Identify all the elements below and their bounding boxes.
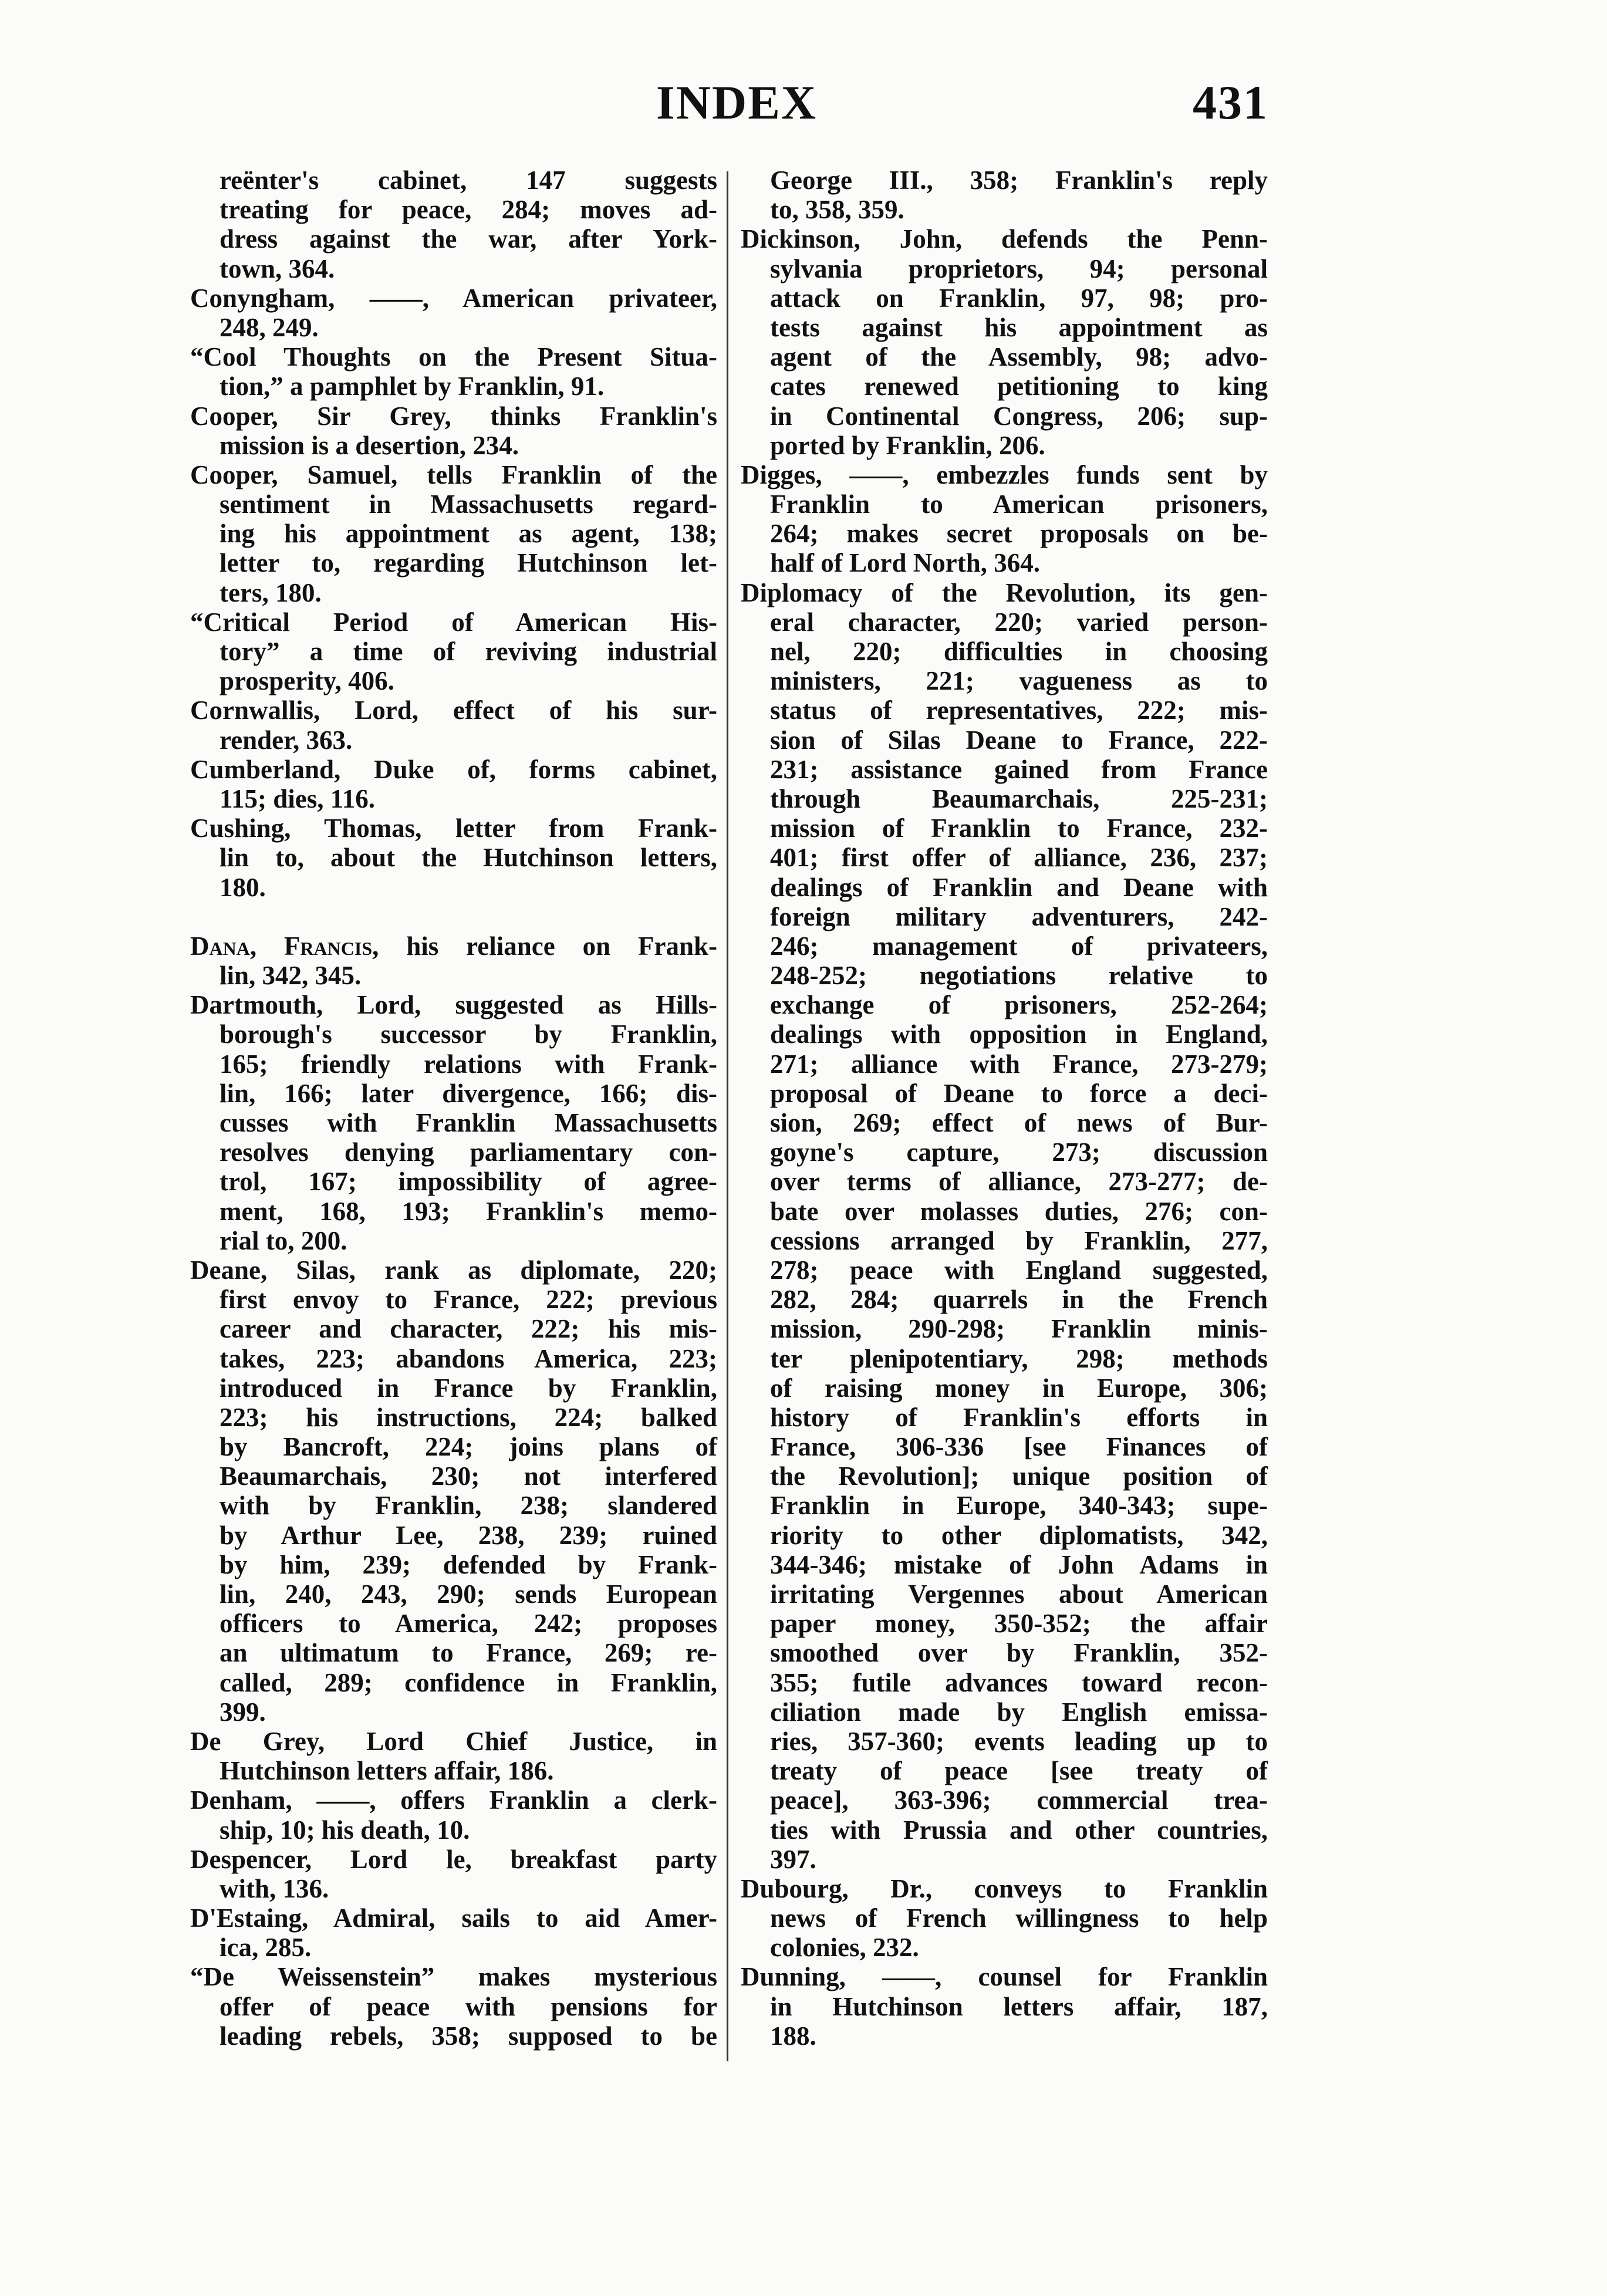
line-text: cusses with Franklin Massachusetts <box>220 1108 717 1137</box>
entry-continuation-line <box>741 1491 1268 1520</box>
entry-continuation-line <box>190 195 717 224</box>
line-text: ministers, 221; vagueness as to <box>770 666 1268 696</box>
line-text: 399. <box>220 1697 266 1727</box>
line-text: foreign military adventurers, 242- <box>770 901 1268 931</box>
line-text: 282, 284; quarrels in the French <box>770 1285 1268 1315</box>
entry-continuation-line <box>741 1845 1268 1874</box>
entry-continuation-line <box>741 489 1268 519</box>
entry-continuation-line <box>190 1992 717 2021</box>
entry-heading-line <box>190 1845 717 1874</box>
entry-continuation-line <box>741 313 1268 342</box>
entry-continuation-line <box>190 1815 717 1845</box>
index-entry <box>741 460 1268 578</box>
index-entry <box>190 813 717 902</box>
entry-continuation-line <box>190 1609 717 1638</box>
entry-continuation-line <box>190 1697 717 1727</box>
line-text: Dubourg, Dr., conveys to Franklin <box>741 1873 1268 1903</box>
entry-continuation-line <box>190 1756 717 1785</box>
entry-continuation-line <box>741 1167 1268 1196</box>
entry-continuation-line <box>190 1314 717 1343</box>
entry-continuation-line <box>741 725 1268 755</box>
entry-continuation-line <box>741 961 1268 990</box>
letter-section-gap <box>190 902 717 931</box>
entry-continuation-line <box>741 1609 1268 1638</box>
entry-continuation-line <box>190 2021 717 2051</box>
line-text: Beaumarchais, 230; not interfered <box>220 1461 717 1491</box>
line-text: 271; alliance with France, 273-279; <box>770 1049 1268 1079</box>
index-entry <box>190 166 717 283</box>
entry-continuation-line <box>741 1756 1268 1785</box>
entry-continuation-line <box>741 1785 1268 1815</box>
line-text: cessions arranged by Franklin, 277, <box>770 1225 1268 1255</box>
index-entry <box>190 1785 717 1844</box>
entry-continuation-line <box>741 1344 1268 1373</box>
line-text: 248, 249. <box>220 312 319 342</box>
line-text: cates renewed petitioning to king <box>770 372 1268 401</box>
entry-continuation-line <box>741 2021 1268 2051</box>
entry-continuation-line <box>190 1344 717 1373</box>
line-text: borough's successor by Franklin, <box>220 1019 717 1049</box>
entry-heading-line <box>741 1874 1268 1903</box>
index-column-right <box>741 166 1268 2051</box>
entry-continuation-line <box>741 695 1268 725</box>
line-text: in Hutchinson letters affair, 187, <box>770 1991 1268 2021</box>
entry-continuation-line <box>741 666 1268 695</box>
line-text: with, 136. <box>220 1873 329 1903</box>
line-text: by him, 239; defended by Frank- <box>220 1549 717 1579</box>
line-text: Conyngham, ——, American privateer, <box>190 283 717 313</box>
line-text: 115; dies, 116. <box>220 784 376 813</box>
line-text: ter plenipotentiary, 298; methods <box>770 1343 1268 1373</box>
line-text: irritating Vergennes about American <box>770 1579 1268 1609</box>
index-entry <box>190 1962 717 2051</box>
line-text: ciliation made by English emissa- <box>770 1697 1268 1727</box>
entry-continuation-line <box>741 342 1268 372</box>
line-text: dress against the war, after York- <box>220 224 717 254</box>
entry-continuation-line <box>741 1373 1268 1403</box>
line-text: rial to, 200. <box>220 1225 347 1255</box>
line-text: 264; makes secret proposals on be- <box>770 519 1268 549</box>
entry-heading-line <box>190 1962 717 1991</box>
line-text: De Grey, Lord Chief Justice, in <box>190 1726 717 1756</box>
line-text: ica, 285. <box>220 1933 312 1963</box>
entry-continuation-line <box>190 578 717 607</box>
entry-continuation-line <box>190 519 717 548</box>
line-text: called, 289; confidence in Franklin, <box>220 1667 717 1697</box>
entry-heading-line <box>190 1255 717 1285</box>
entry-continuation-line <box>190 1137 717 1167</box>
line-text: ship, 10; his death, 10. <box>220 1815 470 1845</box>
running-head-title: INDEX <box>656 76 818 129</box>
line-text: Cornwallis, Lord, effect of his sur- <box>190 695 717 725</box>
entry-continuation-line <box>190 1373 717 1403</box>
line-text: tory” a time of reviving industrial <box>220 637 717 666</box>
line-text: prosperity, 406. <box>220 666 394 696</box>
line-text: attack on Franklin, 97, 98; pro- <box>770 283 1268 313</box>
line-text: 188. <box>770 2021 816 2051</box>
line-text: proposal of Deane to force a deci- <box>770 1078 1268 1108</box>
entry-continuation-line <box>741 1638 1268 1667</box>
line-text: sion of Silas Deane to France, 222- <box>770 725 1268 755</box>
entry-continuation-line <box>741 1815 1268 1845</box>
index-entry <box>190 607 717 696</box>
entry-continuation-line <box>190 1933 717 1962</box>
line-text: 165; friendly relations with Frank- <box>220 1049 717 1079</box>
entry-heading-line <box>190 695 717 725</box>
entry-continuation-line <box>741 1049 1268 1079</box>
line-text: dealings with opposition in England, <box>770 1019 1268 1049</box>
line-text: leading rebels, 358; supposed to be <box>220 2021 717 2051</box>
index-entry <box>190 990 717 1255</box>
line-text: Cumberland, Duke of, forms cabinet, <box>190 754 717 784</box>
line-text: ties with Prussia and other countries, <box>770 1815 1268 1845</box>
index-entry <box>190 460 717 607</box>
line-text: 278; peace with England suggested, <box>770 1255 1268 1285</box>
entry-continuation-line <box>741 1226 1268 1255</box>
line-text: reënter's cabinet, 147 suggests <box>220 166 717 195</box>
line-text: ment, 168, 193; Franklin's memo- <box>220 1196 717 1226</box>
line-text: Deane, Silas, rank as diplomate, 220; <box>190 1255 717 1285</box>
entry-continuation-line <box>190 1432 717 1461</box>
entry-continuation-line <box>190 254 717 283</box>
entry-continuation-line <box>741 607 1268 637</box>
line-text: peace], 363-396; commercial trea- <box>770 1785 1268 1815</box>
index-entry <box>190 283 717 342</box>
entry-continuation-line <box>190 1491 717 1520</box>
entry-continuation-line <box>741 755 1268 784</box>
entry-continuation-line <box>741 873 1268 902</box>
line-text: 355; futile advances toward recon- <box>770 1667 1268 1697</box>
entry-continuation-line <box>741 372 1268 401</box>
line-text: tests against his appointment as <box>770 312 1268 342</box>
line-text: Digges, ——, embezzles funds sent by <box>741 460 1268 489</box>
line-text: render, 363. <box>220 725 353 755</box>
line-text: lin, 166; later divergence, 166; dis- <box>220 1078 717 1108</box>
entry-continuation-line <box>190 372 717 401</box>
entry-heading-line <box>190 460 717 489</box>
entry-continuation-line <box>741 519 1268 548</box>
line-text: George III., 358; Franklin's reply <box>770 166 1268 195</box>
line-text: paper money, 350-352; the affair <box>770 1609 1268 1639</box>
entry-continuation-line <box>741 1550 1268 1579</box>
entry-heading-line <box>190 607 717 637</box>
line-text: Dartmouth, Lord, suggested as Hills- <box>190 990 717 1020</box>
entry-continuation-line <box>741 1403 1268 1432</box>
entry-continuation-line <box>190 1167 717 1196</box>
line-text: nel, 220; difficulties in choosing <box>770 637 1268 666</box>
index-entry <box>190 755 717 813</box>
line-text: 397. <box>770 1844 816 1874</box>
entry-continuation-line <box>741 1579 1268 1609</box>
entry-continuation-line <box>741 843 1268 872</box>
line-text: tion,” a pamphlet by Franklin, 91. <box>220 372 605 401</box>
line-text: agent of the Assembly, 98; advo- <box>770 342 1268 372</box>
column-divider <box>727 171 728 2061</box>
entry-continuation-line <box>190 1550 717 1579</box>
line-text: Franklin to American prisoners, <box>770 489 1268 519</box>
entry-continuation-line <box>190 548 717 578</box>
line-text: treating for peace, 284; moves ad- <box>220 195 717 225</box>
entry-continuation-line <box>190 1019 717 1049</box>
entry-heading-line <box>741 578 1268 607</box>
entry-heading-line <box>190 931 717 961</box>
index-entry <box>741 224 1268 460</box>
entry-continuation-line <box>190 843 717 872</box>
line-text: 248-252; negotiations relative to <box>770 961 1268 991</box>
line-text: by Bancroft, 224; joins plans of <box>220 1432 717 1462</box>
entry-continuation-line <box>741 1521 1268 1550</box>
line-text: news of French willingness to help <box>770 1903 1268 1933</box>
entry-heading-line <box>190 283 717 313</box>
line-text: 246; management of privateers, <box>770 931 1268 961</box>
entry-heading-line <box>190 1785 717 1815</box>
entry-continuation-line <box>190 166 717 195</box>
entry-continuation-line <box>741 401 1268 431</box>
entry-heading-line <box>190 401 717 431</box>
entry-continuation-line <box>741 1019 1268 1049</box>
entry-heading-line <box>190 1903 717 1933</box>
line-text: smoothed over by Franklin, 352- <box>770 1638 1268 1668</box>
entry-continuation-line <box>190 1579 717 1609</box>
line-text: Cooper, Samuel, tells Franklin of the <box>190 460 717 489</box>
line-text: in Continental Congress, 206; sup- <box>770 401 1268 431</box>
entry-continuation-line <box>741 254 1268 283</box>
entry-continuation-line <box>741 1933 1268 1962</box>
line-text: town, 364. <box>220 254 335 283</box>
entry-continuation-line <box>741 990 1268 1019</box>
line-text: D'Estaing, Admiral, sails to aid Amer- <box>190 1903 717 1933</box>
line-text: mission of Franklin to France, 232- <box>770 813 1268 843</box>
line-text: lin, 240, 243, 290; sends European <box>220 1579 717 1609</box>
entry-continuation-line <box>741 1079 1268 1108</box>
entry-continuation-line <box>741 1432 1268 1461</box>
line-text: treaty of peace [see treaty of <box>770 1756 1268 1786</box>
entry-heading-line <box>190 813 717 843</box>
line-text: Dickinson, John, defends the Penn- <box>741 224 1268 254</box>
entry-heading-line <box>190 342 717 372</box>
entry-continuation-line <box>741 431 1268 460</box>
line-text: 223; his instructions, 224; balked <box>220 1402 717 1432</box>
entry-continuation-line <box>190 784 717 813</box>
index-entry <box>190 931 717 990</box>
entry-continuation-line <box>190 1874 717 1903</box>
entry-continuation-line <box>190 1461 717 1491</box>
line-text: lin to, about the Hutchinson letters, <box>220 843 717 873</box>
entry-continuation-line <box>190 1638 717 1667</box>
line-text: mission, 290-298; Franklin minis- <box>770 1314 1268 1344</box>
entry-continuation-line <box>741 902 1268 931</box>
entry-continuation-line <box>190 1108 717 1137</box>
entry-continuation-line <box>741 1727 1268 1756</box>
line-text: ing his appointment as agent, 138; <box>220 519 717 549</box>
line-text: resolves denying parliamentary con- <box>220 1137 717 1167</box>
line-text: sion, 269; effect of news of Bur- <box>770 1108 1268 1137</box>
line-text: ported by Franklin, 206. <box>770 430 1045 460</box>
entry-continuation-line <box>190 1226 717 1255</box>
index-entry <box>190 342 717 401</box>
index-entry <box>741 1962 1268 2051</box>
line-text: France, 306-336 [see Finances of <box>770 1432 1268 1462</box>
entry-continuation-line <box>190 224 717 254</box>
line-text: “De Weissenstein” makes mysterious <box>190 1962 717 1992</box>
entry-continuation-line <box>741 548 1268 578</box>
line-text: Dunning, ——, counsel for Franklin <box>741 1962 1268 1992</box>
line-text: the Revolution]; unique position of <box>770 1461 1268 1491</box>
line-text: letter to, regarding Hutchinson let- <box>220 548 717 578</box>
entry-continuation-line <box>741 1314 1268 1343</box>
line-text: exchange of prisoners, 252-264; <box>770 990 1268 1020</box>
index-entry <box>741 1874 1268 1963</box>
entry-continuation-line <box>190 1521 717 1550</box>
entry-continuation-line <box>741 1285 1268 1314</box>
entry-continuation-line <box>741 1903 1268 1933</box>
line-text: trol, 167; impossibility of agree- <box>220 1167 717 1197</box>
entry-continuation-line <box>741 1108 1268 1137</box>
entry-continuation-line <box>741 1697 1268 1727</box>
line-text: bate over molasses duties, 276; con- <box>770 1196 1268 1226</box>
entry-continuation-line <box>190 637 717 666</box>
entry-continuation-line <box>741 166 1268 195</box>
entry-continuation-line <box>190 1403 717 1432</box>
line-text: offer of peace with pensions for <box>220 1991 717 2021</box>
line-text: eral character, 220; varied person- <box>770 607 1268 637</box>
line-text: ries, 357-360; events leading up to <box>770 1726 1268 1756</box>
line-text: lin, 342, 345. <box>220 961 362 991</box>
entry-continuation-line <box>190 489 717 519</box>
index-entry <box>190 1255 717 1727</box>
line-text: career and character, 222; his mis- <box>220 1314 717 1344</box>
entry-continuation-line <box>190 313 717 342</box>
entry-continuation-line <box>741 931 1268 961</box>
entry-heading-line <box>190 1727 717 1756</box>
entry-continuation-line <box>741 637 1268 666</box>
line-text: by Arthur Lee, 238, 239; ruined <box>220 1520 717 1550</box>
line-text: with by Franklin, 238; slandered <box>220 1491 717 1521</box>
index-entry <box>190 401 717 460</box>
entry-continuation-line <box>741 1668 1268 1697</box>
line-text: through Beaumarchais, 225-231; <box>770 784 1268 813</box>
line-text: history of Franklin's efforts in <box>770 1402 1268 1432</box>
entry-continuation-line <box>741 1461 1268 1491</box>
entry-continuation-line <box>190 1668 717 1697</box>
entry-headword: Dana, Francis, <box>190 931 379 961</box>
entry-continuation-line <box>190 873 717 902</box>
line-text: introduced in France by Franklin, <box>220 1373 717 1403</box>
entry-continuation-line <box>190 1197 717 1226</box>
page-number: 431 <box>1193 76 1268 129</box>
entry-continuation-line <box>190 725 717 755</box>
entry-continuation-line <box>190 1285 717 1314</box>
line-text: sylvania proprietors, 94; personal <box>770 254 1268 283</box>
entry-continuation-line <box>190 431 717 460</box>
entry-continuation-line <box>190 666 717 695</box>
index-entry <box>741 578 1268 1874</box>
line-text: Despencer, Lord le, breakfast party <box>190 1844 717 1874</box>
entry-continuation-line <box>741 283 1268 313</box>
line-text: Cushing, Thomas, letter from Frank- <box>190 813 717 843</box>
line-text: Denham, ——, offers Franklin a clerk- <box>190 1785 717 1815</box>
entry-continuation-line <box>741 1255 1268 1285</box>
blank-line <box>190 902 717 931</box>
entry-heading-line <box>741 1962 1268 1991</box>
index-entry <box>190 1903 717 1962</box>
line-text: 401; first offer of alliance, 236, 237; <box>770 843 1268 873</box>
line-text: Cooper, Sir Grey, thinks Franklin's <box>190 401 717 431</box>
entry-heading-line <box>741 460 1268 489</box>
line-text: goyne's capture, 273; discussion <box>770 1137 1268 1167</box>
line-text: colonies, 232. <box>770 1933 919 1963</box>
entry-continuation-line <box>190 1049 717 1079</box>
entry-heading-line <box>190 755 717 784</box>
line-text: first envoy to France, 222; previous <box>220 1285 717 1315</box>
line-text: his reliance on Frank- <box>379 931 717 961</box>
line-text: Franklin in Europe, 340-343; supe- <box>770 1491 1268 1521</box>
entry-continuation-line <box>741 1197 1268 1226</box>
line-text: ters, 180. <box>220 578 322 607</box>
line-text: takes, 223; abandons America, 223; <box>220 1343 717 1373</box>
line-text: 344-346; mistake of John Adams in <box>770 1549 1268 1579</box>
line-text: over terms of alliance, 273-277; de- <box>770 1167 1268 1197</box>
line-text: dealings of Franklin and Deane with <box>770 872 1268 902</box>
line-text: 180. <box>220 872 266 902</box>
line-text: to, 358, 359. <box>770 195 904 225</box>
entry-heading-line <box>741 224 1268 254</box>
line-text: sentiment in Massachusetts regard- <box>220 489 717 519</box>
line-text: Diplomacy of the Revolution, its gen- <box>741 578 1268 607</box>
line-text: Hutchinson letters affair, 186. <box>220 1756 554 1786</box>
index-entry <box>190 1845 717 1903</box>
line-text: of raising money in Europe, 306; <box>770 1373 1268 1403</box>
entry-continuation-line <box>741 784 1268 813</box>
index-column-left <box>190 166 717 2051</box>
line-text: officers to America, 242; proposes <box>220 1609 717 1639</box>
entry-continuation-line <box>190 961 717 990</box>
line-text: half of Lord North, 364. <box>770 548 1040 578</box>
entry-continuation-line <box>741 195 1268 224</box>
entry-heading-line <box>190 990 717 1019</box>
line-text: riority to other diplomatists, 342, <box>770 1520 1268 1550</box>
line-text: “Critical Period of American His- <box>190 607 717 637</box>
line-text: 231; assistance gained from France <box>770 754 1268 784</box>
index-entry <box>190 695 717 754</box>
line-text: “Cool Thoughts on the Present Situa- <box>190 342 717 372</box>
entry-continuation-line <box>741 1137 1268 1167</box>
entry-continuation-line <box>741 813 1268 843</box>
line-text: mission is a desertion, 234. <box>220 430 519 460</box>
entry-continuation-line <box>190 1079 717 1108</box>
line-text: status of representatives, 222; mis- <box>770 695 1268 725</box>
index-entry <box>190 1727 717 1785</box>
entry-continuation-line <box>741 1992 1268 2021</box>
line-text: an ultimatum to France, 269; re- <box>220 1638 717 1668</box>
index-entry <box>741 166 1268 224</box>
